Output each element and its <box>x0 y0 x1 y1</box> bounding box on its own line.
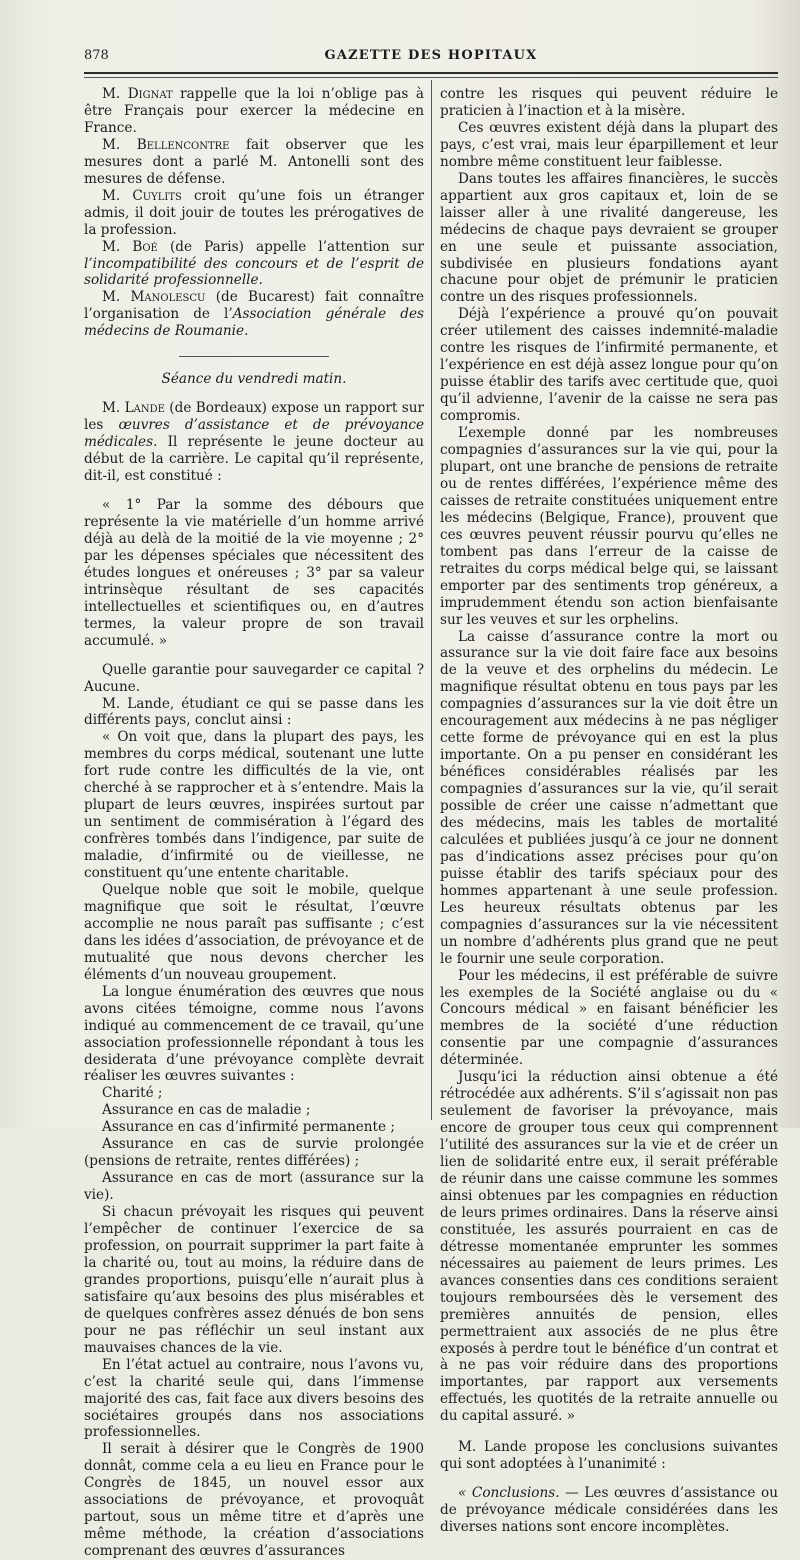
paragraph: Jusqu’ici la réduction ainsi obtenue a été rétrocédée aux adhérents. S’il s’agissait non pas seulement de favoriser la prévoyance, mais encore de grouper tous ceux qui comprennent l’utilité des assurances sur la vie et de créer un lien de solidarité entre eux, il serait préférable de réunir dans une caisse commune les sommes ainsi obtenues par les compagnies en réduction de leurs primes ordinaires. Dans la réserve ainsi constituée, les assurés pourraient en cas de détresse momentanée emprunter les sommes nécessaires au paiement de leurs primes. Les avances consenties dans ces conditions seraient toujours remboursées dès le versement des premières annuités de pension, elles permettraient aux associés de ne plus être exposés à perdre tout le bénéfice d’un contrat et à ne pas voir réduire dans des proportions importantes, par rapport aux versements effectués, les quotités de la retraite annuelle ou du capital assuré. » <box>440 1069 778 1425</box>
session-title: Séance du vendredi matin. <box>161 371 347 388</box>
right-column <box>440 86 778 1536</box>
paragraph-text: croit qu’une fois un étranger admis, il doit jouir de toutes les prérogatives de la profession. <box>84 187 424 238</box>
paragraph: « On voit que, dans la plupart des pays, les membres du corps médical, soutenant une lutte fort rude contre les difficultés de la vie, ont cherché à se rapprocher et à s’entendre. Mais la plupart de leurs œuvres, inspirées surtout par un sentiment de commisération à l’égard des confrères tombés dans l’indigence, par suite de maladie, d’infirmité ou de vieillesse, ne constituent qu’une entente charitable. <box>84 729 424 882</box>
speaker-name: M. Lande <box>102 400 165 417</box>
list-item: Assurance en cas de survie prolongée (pensions de retraite, rentes différées) ; <box>84 1136 424 1170</box>
paragraph-text: — Les œuvres d’assistance ou de prévoyance médicale considérées dans les diverses nations sont encore incomplètes. <box>440 1485 778 1536</box>
paragraph: Ces œuvres existent déjà dans la plupart des pays, c’est vrai, mais leur éparpillement et leur nombre même constituent leur faiblesse. <box>440 119 778 170</box>
journal-title: GAZETTE DES HOPITAUX <box>324 48 538 63</box>
speaker-name: M. Cuylits <box>102 187 182 204</box>
speaker-name: M. Boé <box>102 238 158 255</box>
italic-text: Association générale des médecins de Roumanie. <box>84 306 424 340</box>
header-rule <box>84 72 778 74</box>
list-item: Assurance en cas de mort (assurance sur la vie). <box>84 1170 424 1204</box>
paragraph: L’exemple donné par les nombreuses compagnies d’assurances sur la vie qui, pour la plupart, ont une branche de pensions de retraite ou de rentes différées, l’expérience même des caisses de retraite constituées uniquement entre les médecins (Belgique, France), prouvent que ces œuvres peuvent réussir pourvu qu’elles ne tombent pas dans l’erreur de la caisse de retraites du corps médical belge qui, se laissant emporter par des sentiments trop généreux, a imprudemment étendu son action bienfaisante sur les veuves et sur les orphelins. <box>440 425 778 628</box>
column-divider <box>431 80 432 1120</box>
quoted-paragraph: « 1° Par la somme des débours que représente la vie matérielle d’un homme arrivé déjà au delà de la moitié de la vie moyenne ; 2° par les dépenses spéciales que nécessitent des études longues et onéreuses ; 3° par sa valeur intrinsèque résultant de ses capacités intellectuelles et scientifiques ou, en d’autres termes, la valeur propre de son travail accumulé. » <box>84 497 424 649</box>
paragraph: Dans toutes les affaires financières, le succès appartient aux gros capitaux et, loin de se laisser aller à une rivalité dangereuse, les médecins de chaque pays devraient se grouper en une seule et puissante association, subdivisée en plusieurs fondations ayant chacune pour objet de prémunir le praticien contre un des risques professionnels. <box>440 170 778 306</box>
left-column <box>84 86 424 1560</box>
paragraph: Quelque noble que soit le mobile, quelque magnifique que soit le résultat, l’œuvre accomplie ne nous paraît pas suffisante ; c’est dans les idées d’association, de prévoyance et de mutualité que nous devons chercher les éléments d’un nouveau groupement. <box>84 881 424 983</box>
italic-text: œuvres d’assistance et de prévoyance médicales. <box>84 417 424 451</box>
speaker-name: M. Dignat <box>102 86 173 102</box>
paragraph: contre les risques qui peuvent réduire le praticien à l’inaction et à la misère. <box>440 86 778 119</box>
paragraph: Quelle garantie pour sauvegarder ce capital ? Aucune. <box>84 661 424 695</box>
italic-text: l’incompatibilité des concours et de l’esprit de solidarité professionnelle. <box>84 255 424 289</box>
paragraph <box>84 137 424 188</box>
paragraph <box>84 400 424 485</box>
paragraph: La longue énumération des œuvres que nous avons citées témoigne, comme nous l’avons indiqué au commencement de ce travail, qu’une association professionnelle répondant à tous les desiderata d’une prévoyance complète devrait réaliser les œuvres suivantes : <box>84 983 424 1085</box>
paragraph <box>84 86 424 137</box>
paragraph: Déjà l’expérience a prouvé qu’on pouvait créer utilement des caisses indemnité-maladie contre les risques de l’infirmité permanente, et l’expérience en est déjà assez longue pour qu’on puisse établir des tarifs avec certitude que, quoi qu’il advienne, l’avenir de la caisse ne sera pas compromis. <box>440 306 778 425</box>
list-item: Assurance en cas d’infirmité permanente ; <box>102 1119 395 1136</box>
paragraph-text: Il représente le jeune docteur au début de la carrière. Le capital qu’il représente, dit-il, est constitué : <box>84 434 424 485</box>
paragraph-text: (de Bucarest) fait connaître l’organisation de l’ <box>84 289 424 323</box>
section-rule <box>179 356 329 357</box>
paragraph <box>84 289 424 340</box>
paragraph-text: rappelle que la loi n’oblige pas à être Français pour exercer la médecine en France. <box>84 86 424 136</box>
paragraph: La caisse d’assurance contre la mort ou assurance sur la vie doit faire face aux besoins de la veuve et des orphelins du médecin. Le magnifique résultat obtenu en tous pays par les compagnies d’assurances sur la vie doit être un encouragement aux médecins à ne pas négliger cette forme de prévoyance qui en est la plus importante. On a pu penser en considérant les bénéfices considérables réalisés par les compagnies d’assurances sur la vie, qu’il serait possible de créer une caisse n’admettant que des médecins, mais les tables de mortalité calculées et publiées jusqu’à ce jour ne donnent pas d’indications assez précises pour qu’on puisse établir des tarifs spéciaux pour des hommes appartenant à une seule profession. Les heureux résultats obtenus par les compagnies d’assurances sur la vie nécessitent un nombre d’adhérents plus grand que ne peut le fournir une seule corporation. <box>440 628 778 967</box>
paragraph <box>84 239 424 290</box>
insurance-list <box>84 1085 424 1204</box>
list-item: Charité ; <box>102 1085 163 1102</box>
paragraph: M. Lande propose les conclusions suivantes qui sont adoptées à l’unanimité : <box>440 1439 778 1473</box>
paragraph-text: (de Paris) appelle l’attention sur <box>157 238 424 255</box>
page-header <box>84 46 778 68</box>
speaker-name: M. Bellencontre <box>102 136 230 153</box>
paragraph-text: (de Bordeaux) expose un rapport sur les <box>84 400 424 434</box>
paragraph <box>84 188 424 239</box>
paragraph: Pour les médecins, il est préférable de suivre les exemples de la Société anglaise ou du « Concours médical » en faisant bénéficier les membres de la société d’une réduction consentie par une compagnie d’assurances déterminée. <box>440 967 778 1069</box>
page-number: 878 <box>84 48 109 63</box>
conclusions-label: « Conclusions. <box>458 1485 560 1502</box>
paragraph: Si chacun prévoyait les risques qui peuvent l’empêcher de continuer l’exercice de sa profession, on pourrait supprimer la part faite à la charité ou, tout au moins, la réduire dans de grandes proportions, puisqu’elle n’aurait plus à satisfaire qu’aux besoins des plus misérables et de quelques confrères assez dénués de bon sens pour ne pas réfléchir un seul instant aux mauvaises chances de la vie. <box>84 1204 424 1356</box>
header-rule-thin <box>84 77 778 78</box>
paragraph: En l’état actuel au contraire, nous l’avons vu, c’est la charité seule qui, dans l’immense majorité des cas, fait face aux divers besoins des sociétaires groupés dans nos associations professionnelles. <box>84 1356 424 1441</box>
paragraph <box>440 1485 778 1536</box>
paragraph-text: fait observer que les mesures dont a parlé M. Antonelli sont des mesures de défense. <box>84 136 424 187</box>
list-item: Assurance en cas de maladie ; <box>102 1102 311 1119</box>
paragraph: M. Lande, étudiant ce qui se passe dans les différents pays, conclut ainsi : <box>84 695 424 729</box>
speaker-name: M. Manolescu <box>102 289 206 306</box>
paragraph: Il serait à désirer que le Congrès de 1900 donnât, comme cela a eu lieu en France pour le Congrès de 1845, un nouvel essor aux associations de prévoyance, et provoquât partout, sous un même titre et d’après une même méthode, la création d’associations comprenant des œuvres d’assurances <box>84 1441 424 1560</box>
